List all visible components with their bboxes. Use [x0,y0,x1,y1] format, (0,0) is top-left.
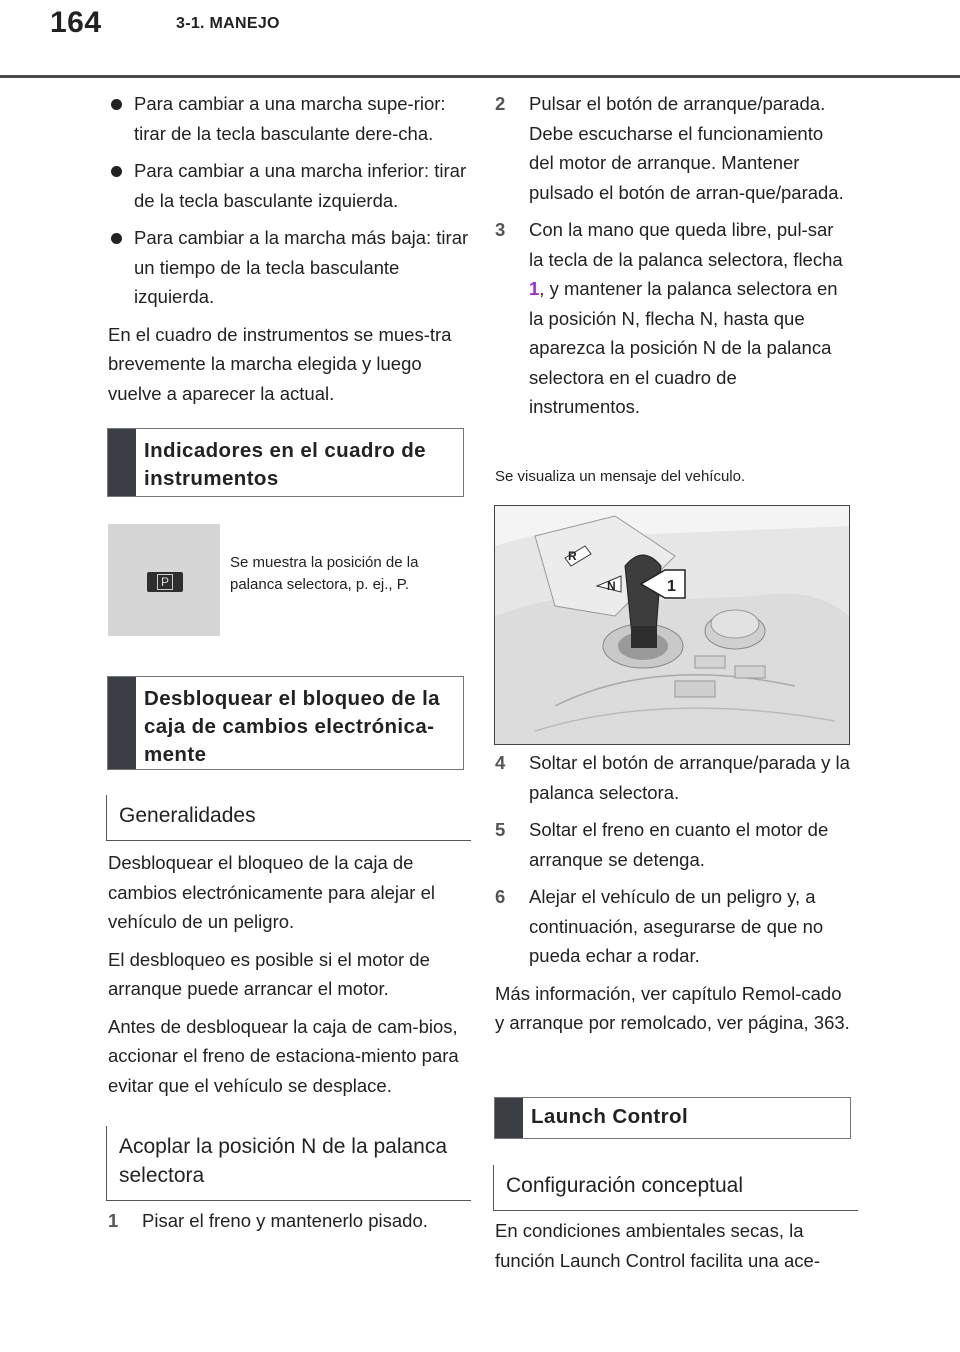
step-2 [495,89,850,207]
gear-selector-drawing [495,506,849,744]
bullet-item: Para cambiar a una marcha supe-rior: tirar de la tecla basculante dere-cha. [108,89,470,148]
subheading-concept: Configuración conceptual [493,1165,858,1211]
paragraph: El desbloqueo es posible si el motor de arranque puede arrancar el motor. [108,948,430,999]
heading-text: Launch Control [531,1105,689,1128]
indicator-caption: Se muestra la posición de la palanca selectora, p. ej., P. [230,554,419,593]
paragraph: Antes de desbloquear la caja de cam-bios, accionar el freno de estaciona-miento para evitar que el vehículo se desplace. [108,1015,459,1096]
step-3 [495,215,850,422]
step-6 [495,882,850,971]
paragraph: Desbloquear el bloqueo de la caja de cambios electrónicamente para alejar el vehículo de un peligro. [108,852,436,932]
step-text: , y mantener la palanca selectora en la posición N, flecha N, hasta que aparezca la posición N de la palanca selectora en el cuadro de instrumentos. [529,278,838,417]
step-text: Pisar el freno y mantenerlo pisado. [142,1210,428,1231]
heading-bar [108,429,136,496]
step-1 [108,1206,504,1236]
indicator-image [108,524,220,636]
header-rule [0,75,960,78]
heading-bar [495,1098,523,1138]
step-number: 6 [495,886,506,907]
bullet-item: Para cambiar a una marcha inferior: tirar de la tecla basculante izquierda. [108,156,470,215]
general-text [108,848,470,1108]
heading-text: Desbloquear el bloqueo de la caja de cambios electrónica-mente [144,687,440,766]
step-4 [495,748,850,807]
step-text: Soltar el freno en cuanto el motor de arranque se detenga. [529,819,829,870]
figure-label-r: R [568,549,577,563]
figure-label-n: N [607,579,616,593]
step-text: Con la mano que queda libre, pul-sar la tecla de la palanca selectora, flecha [529,219,843,270]
arrow-reference: 1 [529,278,540,299]
step-number: 4 [495,752,506,773]
subheading-n-position: Acoplar la posición N de la palanca selectora [106,1126,471,1201]
gear-display-icon [147,572,183,592]
step-text: Pulsar el botón de arranque/parada. Debe escucharse el funcionamiento del motor de arranque. Mantener pulsado el botón de arran-que/parada. [529,93,844,203]
step-number: 3 [495,219,506,240]
gear-selector-illustration [494,505,850,745]
section-title: 3-1. MANEJO [176,15,280,32]
right-column [495,89,850,422]
left-column [108,89,470,416]
vehicle-message-note: Se visualiza un mensaje del vehículo. [495,468,746,485]
paragraph: En el cuadro de instrumentos se mues-tra brevemente la marcha elegida y luego vuelve a aparecer la actual. [108,323,452,404]
p-symbol: P [157,574,173,590]
step-number: 5 [495,819,506,840]
heading-bar [108,677,136,769]
step-text: Soltar el botón de arranque/parada y la palanca selectora. [529,752,850,803]
right-steps-lower [495,748,850,1046]
heading-unlock [107,676,464,770]
heading-text: Indicadores en el cuadro de instrumentos [144,439,426,490]
step-text: Alejar el vehículo de un peligro y, a continuación, asegurarse de que no pueda echar a rodar. [529,886,824,966]
subheading-general: Generalidades [106,795,471,841]
page-number: 164 [50,6,102,39]
paragraph: Más información, ver capítulo Remol-cado y arranque por remolcado, ver página, 363. [495,982,850,1033]
step-number: 1 [108,1210,119,1231]
step-5 [495,815,850,874]
heading-indicators [107,428,464,497]
concept-paragraph: En condiciones ambientales secas, la función Launch Control facilita una ace- [495,1220,820,1271]
bullet-item: Para cambiar a la marcha más baja: tirar un tiempo de la tecla basculante izquierda. [108,223,470,312]
figure-label-1: 1 [667,578,676,595]
step-number: 2 [495,93,506,114]
heading-launch-control [494,1097,851,1139]
